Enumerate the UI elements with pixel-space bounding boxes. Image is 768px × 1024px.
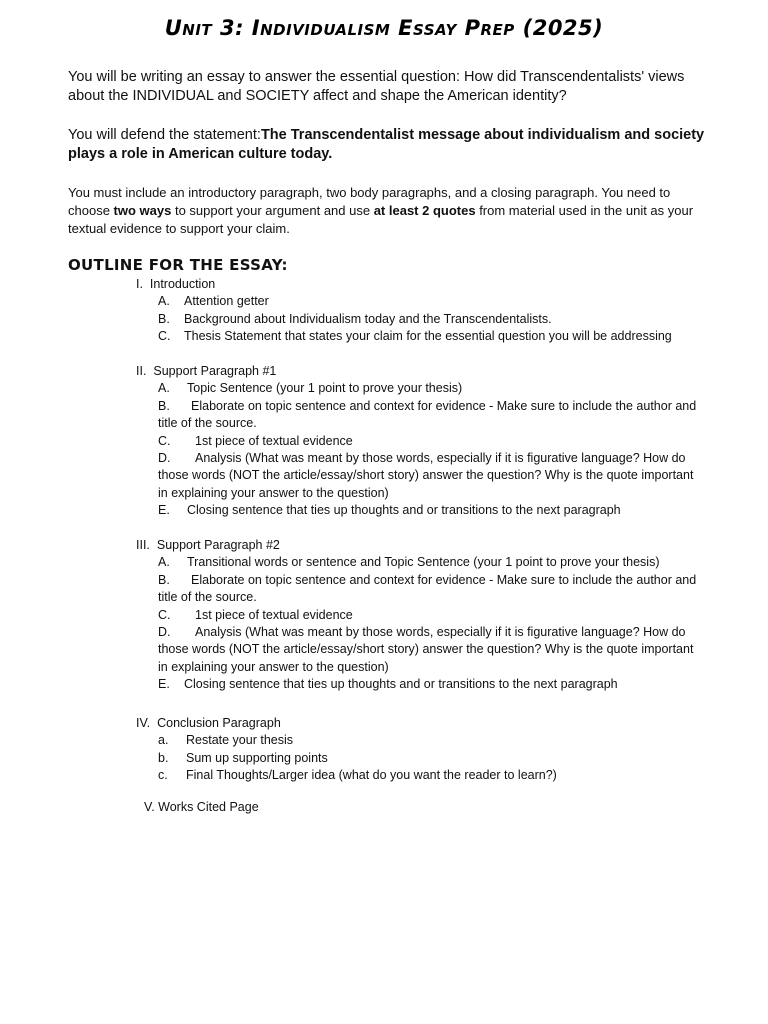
section-heading (136, 537, 280, 554)
defend-statement: The Transcendentalist message about individualism and society plays a role in American culture today. (68, 127, 705, 162)
list-item: C. Thesis Statement that states your claim for the essential question you will be addressing (158, 329, 672, 344)
list-item: A. Attention getter (158, 294, 269, 309)
requirements-text-2: to support your argument and use (171, 203, 374, 218)
outline-heading: OUTLINE FOR THE ESSAY: (68, 256, 288, 274)
requirements-bold-2: at least 2 quotes (373, 203, 476, 218)
list-item: A. Topic Sentence (your 1 point to prove your thesis) (158, 381, 463, 396)
list-item: D. Analysis (What was meant by those words, especially if it is figurative language? How do those words (NOT the article/essay/short story) answer the question? Why is the quote important in explaining your answer to the question) (158, 625, 694, 674)
section-numeral: IV. (136, 716, 151, 730)
list-item: C. 1st piece of textual evidence (158, 607, 353, 622)
section-numeral: I. (136, 277, 143, 291)
section-title: Introduction (149, 277, 216, 291)
list-item: A. Transitional words or sentence and Topic Sentence (your 1 point to prove your thesis) (158, 555, 660, 570)
requirements-text-3: from material used in the unit as your textual evidence to support your claim. (68, 203, 694, 236)
page-title: Unit 3: Individualism Essay Prep (2025) (164, 16, 604, 40)
section-numeral: II. (136, 364, 147, 378)
list-item: E. Closing sentence that ties up thoughts and or transitions to the next paragraph (158, 503, 621, 518)
section-heading (136, 276, 215, 293)
list-item: B. Elaborate on topic sentence and context for evidence - Make sure to include the author and title of the source. (158, 398, 697, 431)
list-item: B. Background about Individualism today and the Transcendentalists. (158, 311, 552, 326)
list-item: E. Closing sentence that ties up thoughts and or transitions to the next paragraph (158, 677, 618, 692)
section-title: Conclusion Paragraph (157, 716, 281, 730)
list-item: B. Elaborate on topic sentence and context for evidence - Make sure to include the author and title of the source. (158, 572, 697, 605)
list-item: c. Final Thoughts/Larger idea (what do you want the reader to learn?) (158, 768, 557, 783)
defend-paragraph (68, 126, 708, 164)
requirements-bold-1: two ways (113, 203, 172, 218)
list-item: b. Sum up supporting points (158, 750, 328, 765)
section-numeral: III. (136, 538, 150, 552)
list-item: D. Analysis (What was meant by those words, especially if it is figurative language? How do those words (NOT the article/essay/short story) answer the question? Why is the quote important in explaining your answer to the question) (158, 451, 694, 500)
section-title: Support Paragraph #2 (156, 538, 280, 552)
list-item: C. 1st piece of textual evidence (158, 433, 353, 448)
section-heading (136, 715, 281, 732)
requirements-text-1: You must include an introductory paragraph, two body paragraphs, and a closing paragraph. You need to choose (68, 185, 671, 218)
section-heading (136, 363, 276, 380)
section-title: Support Paragraph #1 (153, 364, 277, 378)
works-cited-item: V. Works Cited Page (144, 800, 259, 814)
defend-lead: You will defend the statement: (68, 127, 261, 143)
list-item: a. Restate your thesis (158, 733, 293, 748)
requirements-paragraph (68, 184, 708, 238)
intro-paragraph: You will be writing an essay to answer the essential question: How did Transcendentalists' views about the INDIVIDUAL and SOCIETY affect and shape the American identity? (68, 69, 685, 104)
